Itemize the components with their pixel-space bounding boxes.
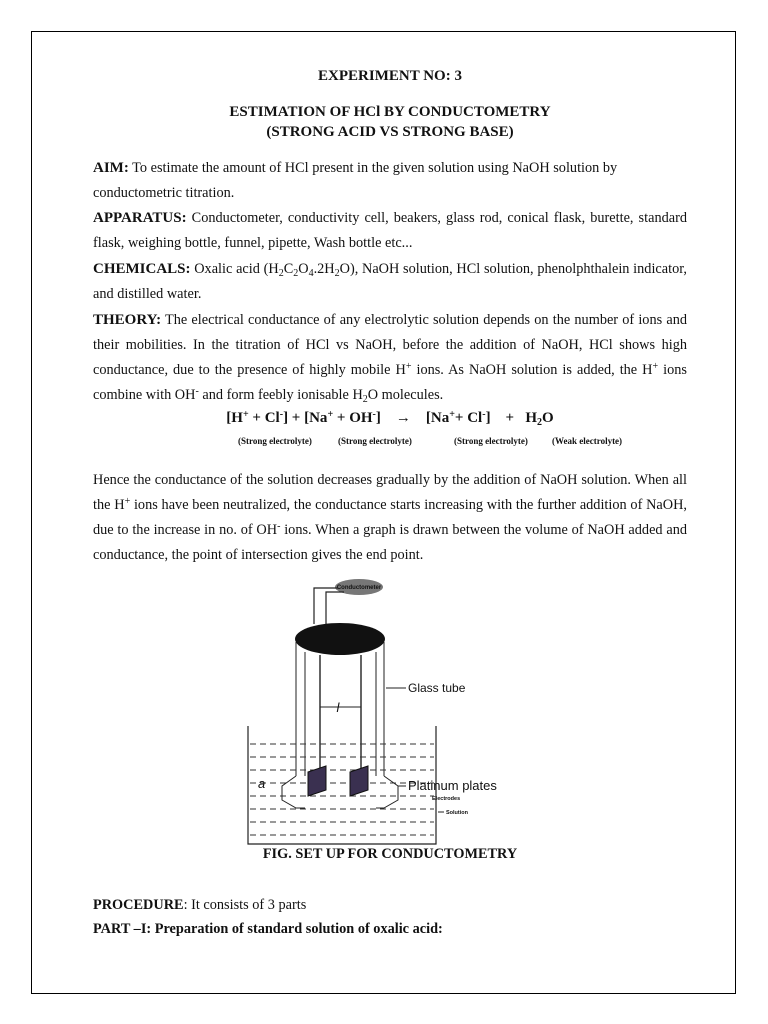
subscript: 2 [293,268,299,279]
equation-term: + Cl [248,410,280,426]
wire [326,592,344,624]
superscript: + [327,409,334,420]
superscript: - [482,409,486,420]
subscript: 2 [278,268,284,279]
superscript: + [242,409,249,420]
cell-cap [295,623,385,655]
superscript: - [277,521,281,532]
subscript: 2 [362,394,368,405]
superscript: - [372,409,376,420]
part-one-label: PART –I [93,921,147,937]
conductometry-setup-figure [246,576,606,846]
setup-diagram [246,576,606,846]
subscript: 4 [308,268,314,279]
aim-text-1: To estimate the amount of HCl present in the given solution using NaOH solution by [128,160,618,176]
experiment-title [93,102,687,142]
electrolyte-label: (Strong electrolyte) [238,436,312,446]
aim-text-2: conductometric titration. [93,185,235,201]
equation-term: ] + H [485,410,538,426]
conductometer-label: Conductometer [336,585,382,591]
spacing-label: l [336,700,340,715]
part-one-text: : Preparation of standard solution of oxalic acid: [146,921,443,937]
subscript: 2 [537,417,543,428]
superscript: - [279,409,284,420]
aim-paragraph [93,156,687,206]
chemicals-text: O [298,261,309,277]
equation-term: + OH [333,410,373,426]
theory-text: O molecules. [367,387,444,403]
title-line-1: ESTIMATION OF HCl BY CONDUCTOMETRY [229,104,551,120]
theory-text: and form feebly ionisable H [198,387,363,403]
tube-bottom [376,776,398,808]
reaction-equation [93,410,687,427]
superscript: + [449,409,455,420]
procedure-line [93,897,306,914]
chemicals-text: O), NaOH solution, HCl solution, phenolphthalein indicator, and distilled water. [93,261,687,302]
apparatus-paragraph [93,206,687,256]
apparatus-label: APPARATUS: [93,210,187,226]
experiment-number: EXPERIMENT NO: 3 [318,68,462,84]
theory-text: ions combine with OH [93,362,687,403]
equation-term: [H [226,410,243,426]
explanation-text: ions. When a graph is drawn between the volume of NaOH added and conductance, the point of intersection gives the end point. [93,522,687,563]
solution-label: Solution [446,810,468,816]
electrolyte-label: (Strong electrolyte) [338,436,412,446]
superscript: + [652,361,659,372]
theory-text: ions. As NaOH solution is added, the H [411,362,653,378]
electrolyte-label: (Weak electrolyte) [552,436,623,446]
part-one-heading [93,921,443,938]
superscript: + [405,361,412,372]
figure-caption: FIG. SET UP FOR CONDUCTOMETRY [262,846,518,862]
equation-term: ] → [Na [375,410,450,426]
title-line-2: (STRONG ACID VS STRONG BASE) [266,124,514,140]
equation-term: ] + [Na [283,410,328,426]
electrodes-label: Electrodes [432,796,461,802]
explanation-paragraph [93,468,687,568]
aim-label: AIM: [93,160,129,176]
a-label: a [258,776,266,791]
superscript: + [124,496,131,507]
explanation-text: ions have been neutralized, the conductance starts increasing with the further addition of NaOH, due to the increase in no. of OH [93,497,687,538]
chemicals-label: CHEMICALS: [93,261,191,277]
equation-term: O [542,410,554,426]
subscript: 2 [334,268,340,279]
apparatus-text: Conductometer, conductivity cell, beakers, glass rod, conical flask, burette, standard flask, weighing bottle, funnel, pipette, Wash bottle etc... [93,210,687,251]
solution-lines [250,744,434,835]
theory-paragraph [93,308,687,408]
chemicals-text: .2H [313,261,335,277]
chemicals-text: C [283,261,294,277]
explanation-text: Hence the conductance of the solution decreases gradually by the addition of NaOH solution. When all the H [93,472,687,513]
theory-text: The electrical conductance of any electrolytic solution depends on the number of ions and their mobilities. In the titration of HCl vs NaOH, before the addition of NaOH, HCl shows high conductance, due to the presence of highly mobile H [93,312,687,378]
chemicals-text: Oxalic acid (H [190,261,279,277]
procedure-label: PROCEDURE [93,897,184,913]
theory-label: THEORY: [93,312,162,328]
superscript: - [195,386,199,397]
glass-tube-label: Glass tube [408,681,466,695]
electrolyte-label: (Strong electrolyte) [454,436,528,446]
tube-bottom [282,776,305,808]
chemicals-paragraph [93,257,687,307]
procedure-text: : It consists of 3 parts [183,897,307,913]
platinum-plates-label: Platinum plates [408,778,497,793]
equation-term: + Cl [454,410,483,426]
